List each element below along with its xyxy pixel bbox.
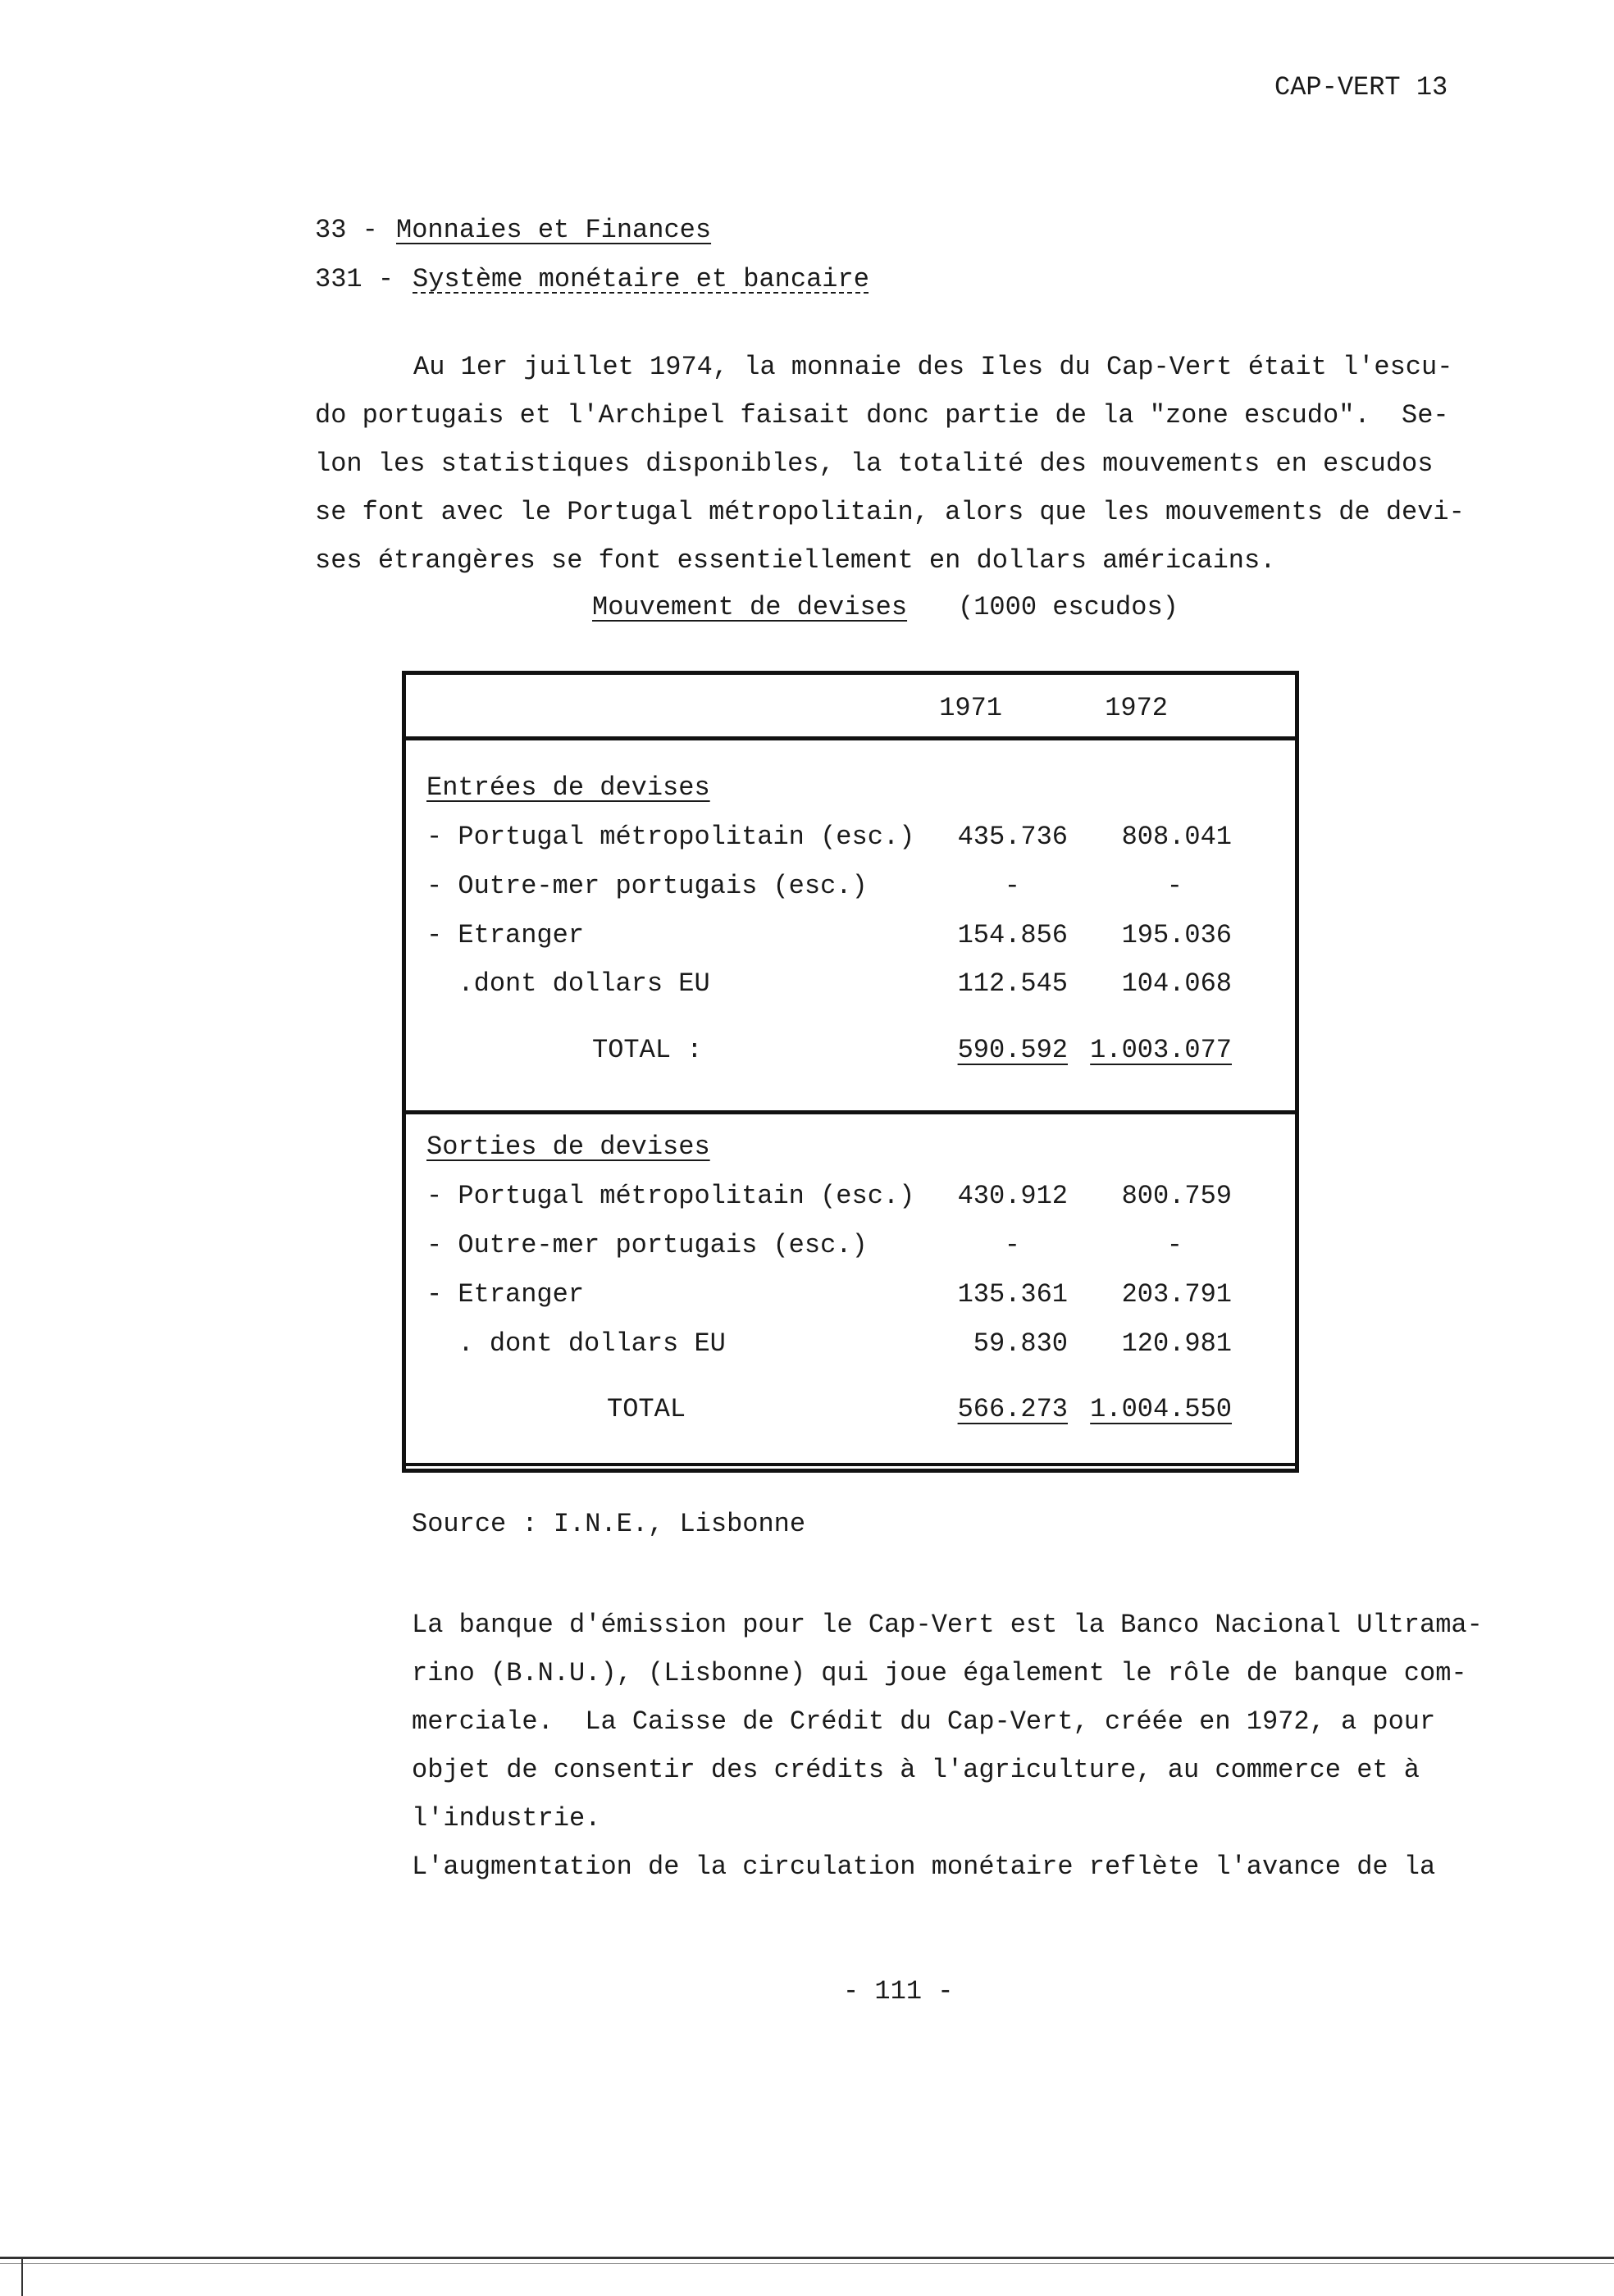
table-unit: (1000 escudos) [958, 592, 1179, 622]
page-number: - 111 - [843, 1976, 954, 2007]
running-header: CAP-VERT 13 [1274, 72, 1448, 102]
table-row-label: - Etranger [426, 920, 585, 950]
intro-line: se font avec le Portugal métropolitain, alors que les mouvements de devi- [315, 497, 1465, 527]
entrees-heading: Entrées de devises [426, 772, 710, 803]
table-cell: 112.545 [957, 968, 1068, 999]
total-1972: 1.004.550 [1090, 1394, 1232, 1424]
intro-line: ses étrangères se font essentiellement en dollars américains. [315, 545, 1276, 576]
total-label: TOTAL [607, 1394, 686, 1424]
table-cell: 435.736 [957, 822, 1068, 852]
intro-line: Au 1er juillet 1974, la monnaie des Iles du Cap-Vert était l'escu- [413, 352, 1453, 382]
table-cell: 104.068 [1121, 968, 1232, 999]
bank-line: objet de consentir des crédits à l'agriculture, au commerce et à [412, 1755, 1420, 1785]
intro-line: lon les statistiques disponibles, la totalité des mouvements en escudos [315, 449, 1434, 479]
table-cell: 135.361 [957, 1279, 1068, 1310]
year-header-1971: 1971 [939, 693, 1002, 723]
table-cell: - [1004, 871, 1020, 901]
sorties-heading: Sorties de devises [426, 1132, 710, 1162]
total-1972: 1.003.077 [1090, 1035, 1232, 1065]
table-row-label: - Outre-mer portugais (esc.) [426, 871, 868, 901]
table-cell: - [1166, 871, 1183, 901]
table-cell: - [1166, 1230, 1183, 1260]
year-header-1972: 1972 [1105, 693, 1168, 723]
footer-rule-thin [0, 2263, 1614, 2264]
table-row-label: - Etranger [426, 1279, 585, 1310]
section-33-title: Monnaies et Finances [396, 215, 712, 245]
table-cell: 59.830 [973, 1328, 1068, 1359]
bank-line: rino (B.N.U.), (Lisbonne) qui joue également le rôle de banque com- [412, 1658, 1467, 1688]
table-row-label: - Portugal métropolitain (esc.) [426, 1181, 915, 1211]
total-1971: 566.273 [957, 1394, 1068, 1424]
table-cell: 120.981 [1121, 1328, 1232, 1359]
footer-rule [0, 2257, 1614, 2259]
table-row-label: - Portugal métropolitain (esc.) [426, 822, 915, 852]
bank-line: merciale. La Caisse de Crédit du Cap-Vert, créée en 1972, a pour [412, 1706, 1436, 1737]
table-cell: 808.041 [1121, 822, 1232, 852]
table-header-rule [402, 736, 1299, 740]
table-source: Source : I.N.E., Lisbonne [412, 1509, 806, 1539]
table-section-rule [402, 1110, 1299, 1114]
table-row-label: .dont dollars EU [426, 968, 710, 999]
table-cell: 203.791 [1121, 1279, 1232, 1310]
table-title: Mouvement de devises [592, 592, 908, 622]
table-cell: 195.036 [1121, 920, 1232, 950]
table-row-label: - Outre-mer portugais (esc.) [426, 1230, 868, 1260]
table-cell: 430.912 [957, 1181, 1068, 1211]
margin-tick [21, 2257, 23, 2296]
bank-line: L'augmentation de la circulation monétaire reflète l'avance de la [412, 1852, 1436, 1882]
section-331-title: Système monétaire et bancaire [413, 264, 869, 294]
table-cell: 154.856 [957, 920, 1068, 950]
total-1971: 590.592 [957, 1035, 1068, 1065]
bank-line: l'industrie. [412, 1803, 601, 1834]
intro-line: do portugais et l'Archipel faisait donc partie de la "zone escudo". Se- [315, 400, 1449, 430]
total-label: TOTAL : [592, 1035, 703, 1065]
table-row-label: . dont dollars EU [426, 1328, 726, 1359]
intro-paragraph [315, 343, 1512, 585]
bank-line: La banque d'émission pour le Cap-Vert est la Banco Nacional Ultrama- [412, 1610, 1483, 1640]
table-cell: 800.759 [1121, 1181, 1232, 1211]
section-33-number: 33 - [315, 215, 378, 245]
bank-paragraph [412, 1601, 1543, 1891]
table-cell: - [1004, 1230, 1020, 1260]
table-bottom-rule [402, 1463, 1299, 1466]
section-331-number: 331 - [315, 264, 394, 294]
